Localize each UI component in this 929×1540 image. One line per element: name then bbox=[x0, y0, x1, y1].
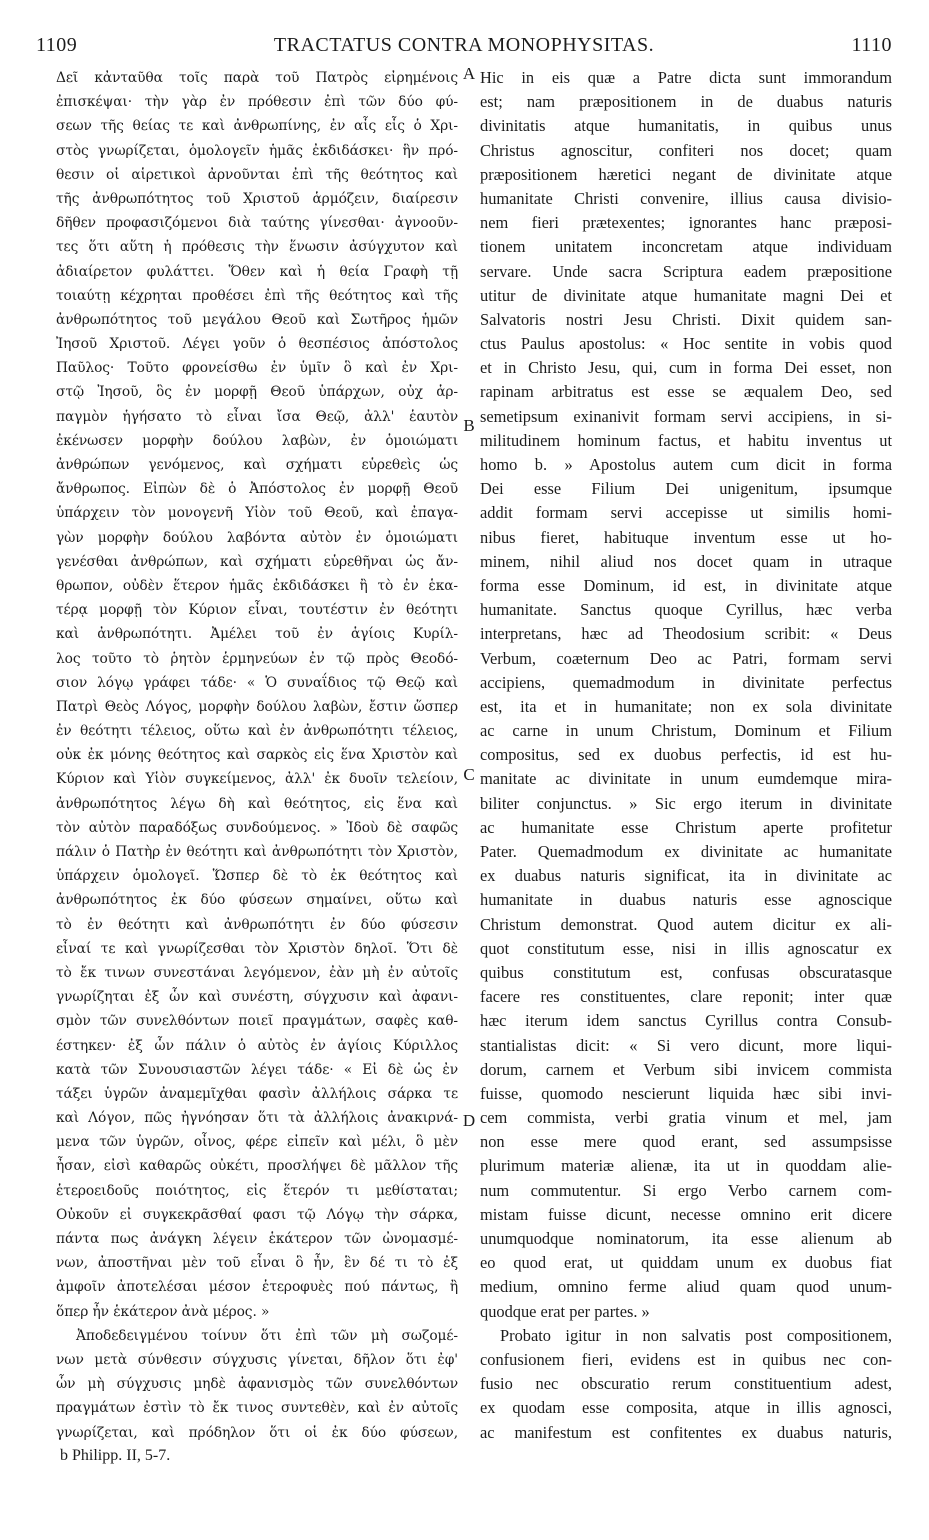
section-marker-c: C bbox=[463, 765, 475, 784]
greek-line: Ἰησοῦ Χριστοῦ. Λέγει γοῦν ὁ θεσπέσιος ἀπόστολος bbox=[56, 336, 458, 353]
greek-line: δῆθεν προφασιζόμενοι διὰ ταύτης γίνεσθαι· ἀγνοοῦν- bbox=[56, 215, 458, 232]
greek-line: τὸ ἔκ τινων συνεστάναι λεγόμενον, ἐὰν μὴ ἐν αὐτοῖς bbox=[56, 964, 458, 981]
latin-line: tionem unitatem inconcretam atque individuam bbox=[480, 237, 892, 257]
section-marker-b: B bbox=[463, 416, 475, 435]
page-number-right: 1110 bbox=[851, 34, 892, 56]
latin-line: divinitatis atque humanitatis, in quibus unus bbox=[480, 116, 892, 136]
latin-line: eo quod erat, ut quiddam unum ex duobus fiat bbox=[480, 1253, 892, 1273]
greek-line: ἀνθρωπότητος λέγω δὴ καὶ θεότητος, εἰς ἕνα καὶ bbox=[56, 795, 458, 812]
greek-line: τὸν αὐτὸν παραδόξως συνδούμενος. » Ἰδοὺ δὲ σαφῶς bbox=[56, 819, 458, 836]
greek-line: σιον λόγῳ γράφει τάδε· « Ὁ συναΐδιος τῷ Θεῷ καὶ bbox=[56, 674, 458, 691]
latin-line: fuisse, quomodo nescierunt liquida hæc sibi invi- bbox=[480, 1083, 892, 1103]
greek-line: ἀνθρωπότητος ἐκ δύο φύσεων σημαίνει, οὕτω καὶ bbox=[56, 892, 458, 909]
latin-line: plurimum materiæ alienæ, ita ut in quoddam alie- bbox=[480, 1156, 892, 1176]
latin-line: utitur de divinitate atque humanitate magni Dei et bbox=[480, 285, 892, 305]
latin-line: ac humanitate esse Christum aperte profitetur bbox=[480, 817, 892, 837]
latin-line: minem, nihil aliud nos docet quam in utraque bbox=[480, 551, 892, 571]
greek-line: οὐκ ἐκ μόνης θεότητος καὶ σαρκὸς εἰς ἕνα Χριστὸν καὶ bbox=[56, 747, 458, 764]
greek-line: ἀνθρωπότητος τοῦ μεγάλου Θεοῦ καὶ Σωτῆρος ἡμῶν bbox=[56, 311, 458, 328]
greek-line: πάντα πως ἀνάγκη λέγειν ἑκάτερον τῶν ὠνομασμέ- bbox=[56, 1231, 458, 1247]
greek-line: σμὸν τῶν συνελθόντων ποιεῖ πραγμάτων, σαφὲς καθ- bbox=[56, 1013, 458, 1030]
greek-line: στῷ Ἰησοῦ, ὃς ἐν μορφῇ Θεοῦ ὑπάρχων, οὐχ ἁρ- bbox=[56, 384, 458, 401]
latin-line: nibus fieret, habituque inventum esse ut ho- bbox=[480, 527, 892, 547]
latin-line: ex quodam esse composita, atque in illis agnosci, bbox=[480, 1398, 892, 1418]
greek-line: τῆς ἀνθρωπότητος τοῦ Χριστοῦ ἁρμόζειν, διαίρεσιν bbox=[56, 190, 458, 207]
greek-line: στὸς γνωρίζεται, ὁμολογεῖν ἡμᾶς ἐκδιδάσκει· ἣν πρό- bbox=[56, 142, 458, 159]
section-marker-d: D bbox=[462, 1111, 476, 1130]
greek-line: γνωρίζεται, καὶ πρόδηλον ὅτι οἱ ἐκ δύο φύσεων, bbox=[56, 1424, 458, 1441]
greek-line: Οὐκοῦν εἰ συγκεκρᾶσθαί φασι τῷ Λόγῳ τὴν σάρκα, bbox=[56, 1206, 458, 1223]
latin-line: Hic in eis quæ a Patre dicta sunt immorandum bbox=[480, 68, 892, 87]
latin-line: Verbum, coæternum Deo ac Patri, formam servi bbox=[480, 648, 892, 668]
running-title: TRACTATUS CONTRA MONOPHYSITAS. bbox=[273, 34, 655, 56]
footnote: b Philipp. II, 5-7. bbox=[60, 1447, 171, 1464]
latin-line: fusio nec obscuratio rerum constituentium adest, bbox=[480, 1374, 892, 1394]
latin-line: manitate ac divinitate in unum eumdemque mira- bbox=[480, 769, 892, 789]
latin-line: est; nam præpositionem in de duabus naturis bbox=[480, 92, 892, 112]
greek-line: ὑπάρχειν τὸν μονογενῆ Υἱὸν τοῦ Θεοῦ, καὶ ἐπαγα- bbox=[56, 505, 458, 522]
greek-line: καὶ Λόγον, πῶς ἠγνόησαν ὅτι τὰ ἀλλήλοις ἀνακιρνά- bbox=[56, 1110, 458, 1127]
greek-line: πραγμάτων ἐστὶν τὸ ἔκ τινος συντεθὲν, καὶ ἐν αὐτοῖς bbox=[56, 1400, 458, 1417]
greek-line: μενα τῶν ὑγρῶν, οἶνος, φέρε εἰπεῖν καὶ μέλι, ὃ μὲν bbox=[56, 1134, 458, 1151]
page-number-left: 1109 bbox=[36, 34, 78, 56]
latin-line: ac carne in unum Christum, Dominum et Filium bbox=[480, 721, 892, 741]
latin-line: Christus agnoscitur, confiteri nos docet; quam bbox=[480, 140, 892, 160]
greek-line: ὅπερ ἦν ἑκάτερον ἀνὰ μέρος. » bbox=[56, 1303, 270, 1320]
latin-line: accipiens, quemadmodum in divinitate perfectus bbox=[480, 672, 892, 692]
latin-line: Pater. Quemadmodum ex divinitate ac humanitate bbox=[480, 842, 892, 861]
greek-line: ὧν μὴ σύγχυσις μηδὲ ἀφανισμὸς τῶν συνελθόντων bbox=[56, 1376, 458, 1393]
greek-line: ἀμφοῖν ἀποτελέσαι μέσον ἑτεροφυὲς πού πάντως, ἢ bbox=[56, 1279, 458, 1296]
latin-line: Dei esse Filium Dei unigenitum, ipsumque bbox=[480, 479, 892, 499]
latin-line: mistam fuisse dicunt, necesse omnino erit dicere bbox=[480, 1204, 892, 1224]
latin-line: compositus, sed ex duobus perfectis, id est hu- bbox=[480, 745, 892, 765]
latin-line: non esse mere quod erant, sed assumpsisse bbox=[480, 1132, 892, 1152]
greek-line: καὶ ἀνθρωπότητι. Ἀμέλει τοῦ ἐν ἁγίοις Κυρίλ- bbox=[56, 626, 458, 643]
latin-line: Salvatoris nostri Jesu Christi. Dixit quidem san- bbox=[480, 309, 892, 329]
greek-line: εἶναί τε καὶ γνωρίζεσθαι τὸν Χριστὸν δηλοῖ. Ὅτι δὲ bbox=[56, 940, 458, 957]
greek-line: θεσιν οἱ αἱρετικοὶ ἀρνοῦνται ἐπὶ τῆς θεότητος καὶ bbox=[56, 166, 458, 183]
latin-line: ac manifestum est confitentes ex duabus naturis, bbox=[480, 1422, 892, 1442]
latin-line: dorum, carnem et Verbum sibi invicem commista bbox=[480, 1059, 892, 1079]
latin-line: quodque erat per partes. » bbox=[480, 1301, 650, 1321]
latin-line: humanitate Christi convenire, illius causa divisio- bbox=[480, 188, 892, 208]
latin-line: quot constitutum esse, nisi in illis agnoscatur ex bbox=[480, 938, 892, 958]
greek-line: ἐν θεότητι τέλειος, οὕτω καὶ ἐν ἀνθρωπότητι τέλειος, bbox=[56, 723, 458, 740]
greek-line: γενέσθαι ἀνθρώπων, καὶ σχήματι εὑρεθῆναι ὡς ἄν- bbox=[56, 553, 458, 570]
latin-line: biliter conjunctus. » Sic ergo iterum in divinitate bbox=[480, 793, 892, 813]
latin-line: militudinem hominum factus, et habitu inventus ut bbox=[480, 430, 892, 450]
greek-line: ἀνθρώπων γενόμενος, καὶ σχήματι εὑρεθεὶς ὡς bbox=[56, 457, 458, 473]
latin-line: medium, omnino ferme aliud quam quod unum- bbox=[480, 1277, 892, 1297]
greek-line: τοιαύτῃ κέχρηται προθέσει ἐπὶ τῆς θεότητος καὶ τῆς bbox=[56, 287, 458, 304]
greek-line: Ἀποδεδειγμένου τοίνυν ὅτι ἐπὶ τῶν μὴ σωζομέ- bbox=[76, 1327, 458, 1344]
greek-line: ἐπισκέψαι· τὴν γὰρ ἐν πρόθεσιν ἐπὶ τῶν δύο φύ- bbox=[56, 94, 458, 111]
latin-line: Probato igitur in non salvatis post compositionem, bbox=[500, 1325, 892, 1345]
section-marker-a: A bbox=[462, 64, 476, 83]
greek-line: ἑτεροειδοῦς ποιότητος, εἰς ἕτερόν τι μεθίσταται; bbox=[56, 1182, 458, 1199]
latin-line: et in Christo Jesu, qui, cum in forma Dei esset, non bbox=[480, 358, 892, 378]
greek-line: θρωπον, οὐδὲν ἕτερον ἡμᾶς ἐκδιδάσκει ἢ τὸ ἐν ἑκα- bbox=[56, 577, 458, 594]
latin-line: addit formam servi accepisse ut similis homi- bbox=[480, 503, 892, 523]
latin-line: humanitate in duabus naturis esse agnoscique bbox=[480, 890, 892, 910]
running-header bbox=[36, 34, 892, 60]
greek-line: ἄνθρωπος. Εἰπὼν δὲ ὁ Ἀπόστολος ἐν μορφῇ Θεοῦ bbox=[56, 481, 458, 498]
latin-line: confusionem fieri, evidens est in quibus nec con- bbox=[480, 1349, 892, 1369]
greek-line: τέρᾳ μορφῇ τὸν Κύριον εἶναι, τουτέστιν ἐν θεότητι bbox=[56, 602, 458, 619]
latin-line: ctus Paulus apostolus: « Hoc sentite in vobis quod bbox=[480, 334, 892, 354]
greek-line: ἦσαν, εἰσὶ καθαρῶς οὐκέτι, προσλήψει δὲ μᾶλλον τῆς bbox=[56, 1158, 458, 1175]
latin-line: rapinam arbitratus est esse se æqualem Deo, sed bbox=[480, 382, 892, 402]
greek-line: Παῦλος· Τοῦτο φρονείσθω ἐν ὑμῖν ὃ καὶ ἐν Χρι- bbox=[56, 360, 458, 377]
greek-line: γὼν μορφὴν δούλου λαβόντα αὐτὸν ἐν ὁμοιώματι bbox=[56, 529, 458, 546]
latin-line: servare. Unde sacra Scriptura eadem præpositione bbox=[480, 261, 892, 281]
greek-line: τες ὅτι αὕτη ἡ πρόθεσις τὴν ἕνωσιν ἀσύγχυτον καὶ bbox=[56, 239, 458, 256]
greek-line: κατὰ τῶν Συνουσιαστῶν λέγει τάδε· « Εἰ δὲ ὡς ἐν bbox=[56, 1061, 458, 1078]
greek-line: ἐκένωσεν μορφὴν δούλου λαβὼν, ἐν ὁμοιώματι bbox=[56, 432, 458, 449]
greek-line: παγμὸν ἡγήσατο τὸ εἶναι ἴσα Θεῷ, ἀλλ' ἑαυτὸν bbox=[56, 408, 458, 425]
latin-line: num commutentur. Si ergo Verbo carnem com- bbox=[480, 1180, 892, 1200]
greek-line: λος τοῦτο τὸ ῥητὸν ἑρμηνεύων ἐν τῷ πρὸς Θεοδό- bbox=[56, 650, 458, 667]
latin-line: præpositionem hæretici negant de divinitate atque bbox=[480, 164, 892, 184]
greek-line: πάλιν ὁ Πατὴρ ἐν θεότητι καὶ ἀνθρωπότητι τὸν Χριστὸν, bbox=[56, 844, 458, 860]
latin-line: stantialistas dicit: « Si vero dicunt, more liqui- bbox=[480, 1035, 892, 1055]
latin-line: quibus constitutum est, confusas obscuratasque bbox=[480, 962, 892, 982]
latin-line: unumquodque nominatorum, ita esse alienum ab bbox=[480, 1229, 892, 1248]
latin-line: interpretans, hæc ad Theodosium scribit: « Deus bbox=[480, 624, 892, 644]
latin-line: hæc iterum idem sanctus Cyrillus contra Consub- bbox=[480, 1011, 892, 1031]
latin-line: nem fieri prætexentes; ignorantes hanc præposi- bbox=[480, 213, 892, 233]
greek-line: ὑπάρχειν ὁμολογεῖ. Ὥσπερ δὲ τὸ ἐκ θεότητος καὶ bbox=[56, 868, 458, 885]
latin-line: est, ita et in humanitate; non ex sola divinitate bbox=[480, 696, 892, 716]
greek-line: τὸ ἐν θεότητι καὶ ἀνθρωπότητι ἐν δύο φύσεσιν bbox=[56, 916, 458, 933]
greek-line: Κύριον καὶ Υἱὸν συγκείμενος, ἀλλ' ἐκ δυοῖν τελείοιν, bbox=[56, 771, 458, 788]
latin-line: semetipsum exinanivit formam servi accipiens, in si- bbox=[480, 406, 892, 426]
greek-line: γνωρίζηται ἐξ ὧν καὶ συνέστη, σύγχυσιν καὶ ἀφανι- bbox=[56, 989, 458, 1006]
greek-line: τάξει ὑγρῶν ἀναμεμῖχθαι φασὶν ἀλλήλοις σάρκα τε bbox=[56, 1085, 458, 1102]
greek-line: έστηκεν· ἐξ ὧν πάλιν ὁ αὐτὸς ἐν ἁγίοις Κύριλλος bbox=[56, 1037, 458, 1054]
greek-line: ἀδιαίρετον φυλάττει. Ὅθεν καὶ ἡ θεία Γραφὴ τῇ bbox=[56, 263, 458, 280]
latin-line: cem commista, verbi gratia vinum et mel, jam bbox=[480, 1108, 892, 1128]
greek-line: σεων τῆς θείας τε καὶ ἀνθρωπίνης, ἐν αἷς εἷς ὁ Χρι- bbox=[56, 118, 458, 135]
latin-line: Christum demonstrat. Quod autem dicitur ex ali- bbox=[480, 914, 892, 934]
latin-line: humanitate. Sanctus quoque Cyrillus, hæc verba bbox=[480, 600, 892, 620]
latin-line: facere res constituentes, clare reponit; inter quæ bbox=[480, 987, 892, 1007]
greek-line: Δεῖ κἀνταῦθα τοῖς παρὰ τοῦ Πατρὸς εἰρημένοις bbox=[56, 70, 458, 86]
latin-column bbox=[480, 66, 892, 1445]
latin-line: forma esse Dominum, id est, in divinitate atque bbox=[480, 575, 892, 595]
greek-column bbox=[56, 66, 458, 1445]
greek-line: νων μετὰ σύνθεσιν σύγχυσις γίνεται, δῆλον ὅτι ἐφ' bbox=[56, 1351, 458, 1368]
greek-line: Πατρὶ Θεὸς Λόγος, μορφὴν δούλου λαβὼν, ἔστιν ὥσπερ bbox=[56, 698, 458, 715]
latin-line: homo b. » Apostolus autem cum dicit in forma bbox=[480, 455, 892, 474]
latin-line: ex duabus naturis significat, ita in divinitate ac bbox=[480, 866, 892, 886]
greek-line: νων, ἀποστῆναι μὲν τοῦ εἶναι ὃ ἦν, ἓν δέ τι τὸ ἐξ bbox=[56, 1255, 458, 1272]
